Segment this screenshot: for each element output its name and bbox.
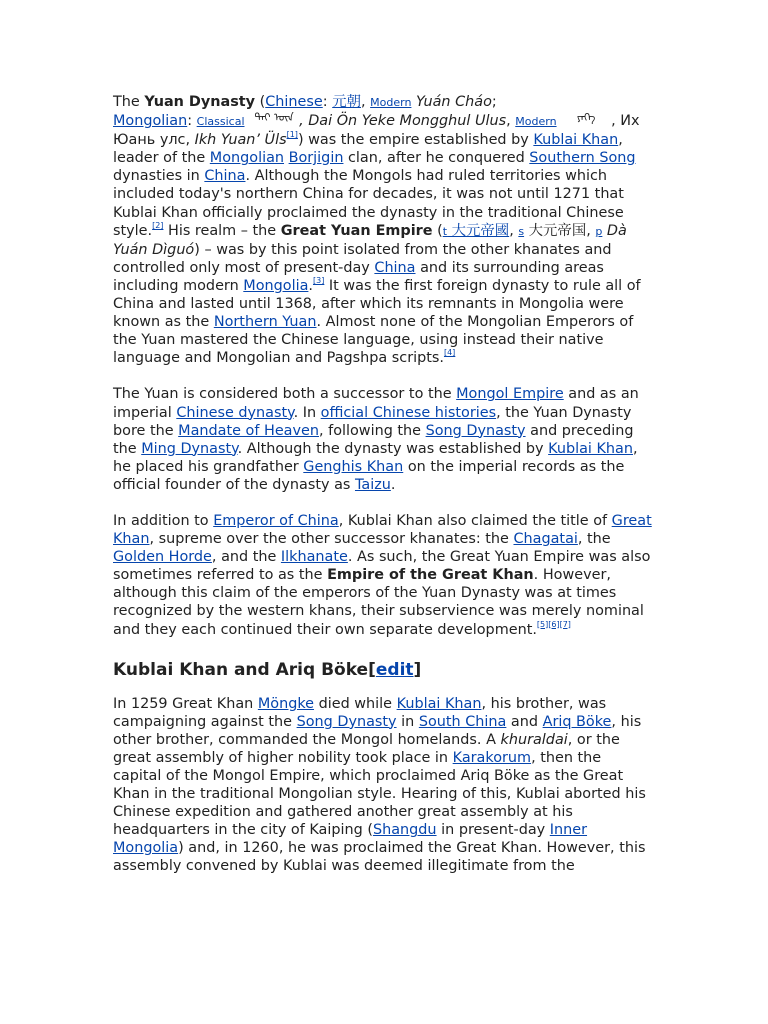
link-golden-horde[interactable]: Golden Horde (113, 549, 212, 566)
article-body (113, 93, 653, 894)
ref-2[interactable]: [2] (152, 220, 164, 230)
link-pinyin[interactable]: p (595, 224, 603, 238)
text: The (113, 94, 145, 110)
link-southern-song[interactable]: Southern Song (529, 150, 636, 167)
link-mongolia[interactable]: Mongolia (243, 277, 309, 294)
link-karakorum[interactable]: Karakorum (452, 749, 532, 766)
link-inner-mongolia[interactable]: Inner Mongolia (113, 822, 588, 857)
link-song-dynasty-2[interactable]: Song Dynasty (296, 713, 397, 730)
article-title-bold: Yuan Dynasty (144, 94, 256, 110)
link-chinese[interactable]: Chinese (265, 94, 323, 110)
link-chinese-dynasty[interactable]: Chinese dynasty (176, 404, 294, 421)
link-ilkhanate[interactable]: Ilkhanate (280, 549, 348, 566)
link-shangdu[interactable]: Shangdu (372, 822, 437, 839)
section-heading: Kublai Khan and Ariq Böke[edit] (113, 659, 422, 680)
paragraph-2: The Yuan is considered both a successor to the Mongol Empire and as an imperial Chinese dynasty. In official Chinese histories, the Yuan Dynasty bore the Mandate of Heaven, following the Song Dynasty and preceding the Ming Dynasty. Although the dynasty was established by Kublai Khan, he placed his grandfather Genghis Khan on the imperial records as the official founder of the dynasty as Taizu. (113, 386, 639, 493)
link-official-chinese-histories[interactable]: official Chinese histories (320, 404, 497, 421)
paragraph-3: In addition to Emperor of China, Kublai Khan also claimed the title of Great Khan, supreme over the other successor khanates: the Chagatai, the Golden Horde, and the Ilkhanate. As such, the Great Yuan Empire was also sometimes referred to as the Empire of the Great Khan. However, although this claim of the emperors of the Yuan Dynasty was at times recognized by the western khans, their subservience was merely nominal and they each continued their own separate development.[5][6][7] (113, 512, 652, 638)
simplified-chars: 大元帝国 (524, 222, 587, 239)
link-borjigin[interactable]: Borjigin (288, 150, 344, 167)
link-traditional[interactable]: t (442, 224, 448, 238)
link-mongol-empire[interactable]: Mongol Empire (456, 386, 564, 403)
link-chagatai[interactable]: Chagatai (513, 531, 578, 548)
mongol-script-modern-image: ᠶᠡᠬᠡ (576, 111, 596, 125)
ref-4[interactable]: [4] (443, 348, 456, 358)
link-kublai-khan-2[interactable]: Kublai Khan (548, 440, 633, 457)
link-great-khan[interactable]: Great Khan (113, 512, 652, 548)
link-modern[interactable]: Modern (370, 96, 412, 109)
link-genghis-khan[interactable]: Genghis Khan (303, 458, 404, 475)
link-china[interactable]: China (204, 168, 246, 185)
link-mongke[interactable]: Möngke (257, 695, 315, 712)
link-taizu[interactable]: Taizu (354, 476, 391, 493)
intro-paragraph: The Yuan Dynasty (Chinese: 元朝, Modern Yuán Cháo; Mongolian: Classical ᠳᠠᠢ ᠥᠨ , Dai Ön Yeke Mongghul Ulus, Modern ᠶᠡᠬᠡ , Их Юань улс, Ikh Yuan’ Üls[1]) was the empire established by Kublai Khan, leader of the Mongolian Borjigin clan, after he conquered Southern Song dynasties in China. Although the Mongols had ruled territories which included today's northern China for decades, it was not until 1271 that Kublai Khan officially proclaimed the dynasty in the traditional Chinese style.[2] His realm – the Great Yuan Empire (t 大元帝國, s 大元帝国, p Dà Yuán Dìguó) – was by this point isolated from the other khanates and controlled only most of present-day China and its surrounding areas including modern Mongolia.[3] It was the first foreign dynasty to rule all of China and lasted until 1368, after which its remnants in Mongolia were known as the Northern Yuan. Almost none of the Mongolian Emperors of the Yuan mastered the Chinese language, using instead their native language and Mongolian and Pagshpa scripts.[4] (113, 94, 641, 367)
edit-section-link[interactable]: edit (375, 659, 414, 680)
paragraph-4: In 1259 Great Khan Möngke died while Kublai Khan, his brother, was campaigning against the Song Dynasty in South China and Ariq Böke, his other brother, commanded the Mongol homelands. A khuraldai, or the great assembly of higher nobility took place in Karakorum, then the capital of the Mongol Empire, which proclaimed Ariq Böke as the Great Khan in the traditional Mongolian style. Hearing of this, Kublai aborted his Chinese expedition and gathered another great assembly at his headquarters in the city of Kaiping (Shangdu in present-day Inner Mongolia) and, in 1260, he was proclaimed the Great Khan. However, this assembly convened by Kublai was deemed illegitimate from the (113, 695, 646, 875)
link-simplified[interactable]: s (518, 224, 525, 238)
link-emperor-of-china[interactable]: Emperor of China (213, 512, 339, 529)
link-kublai-khan[interactable]: Kublai Khan (533, 132, 619, 149)
ref-1[interactable]: [1] (286, 130, 298, 140)
link-ming-dynasty[interactable]: Ming Dynasty (141, 440, 238, 457)
link-china-2[interactable]: China (374, 259, 416, 276)
empire-great-khan-bold: Empire of the Great Khan (327, 567, 534, 584)
link-modern-2[interactable]: Modern (515, 115, 557, 129)
refs-5-6-7[interactable]: [5][6][7] (536, 619, 571, 629)
link-traditional-chars[interactable]: 大元帝國 (447, 222, 510, 239)
link-mongolian[interactable]: Mongolian (113, 113, 188, 130)
link-northern-yuan[interactable]: Northern Yuan (213, 314, 317, 331)
link-kublai-khan-3[interactable]: Kublai Khan (396, 695, 482, 712)
link-ariq-boke[interactable]: Ariq Böke (542, 713, 612, 730)
link-song-dynasty[interactable]: Song Dynasty (425, 422, 526, 439)
link-mongolian-2[interactable]: Mongolian (209, 150, 285, 167)
great-yuan-empire-bold: Great Yuan Empire (280, 222, 433, 239)
link-classical[interactable]: Classical (196, 115, 245, 129)
link-mandate-of-heaven[interactable]: Mandate of Heaven (178, 422, 319, 439)
link-chinese-chars[interactable]: 元朝 (332, 94, 361, 110)
link-south-china[interactable]: South China (418, 713, 507, 730)
mongol-script-classical-image: ᠳᠠᠢ ᠥᠨ (254, 111, 294, 125)
ref-3[interactable]: [3] (312, 275, 325, 285)
